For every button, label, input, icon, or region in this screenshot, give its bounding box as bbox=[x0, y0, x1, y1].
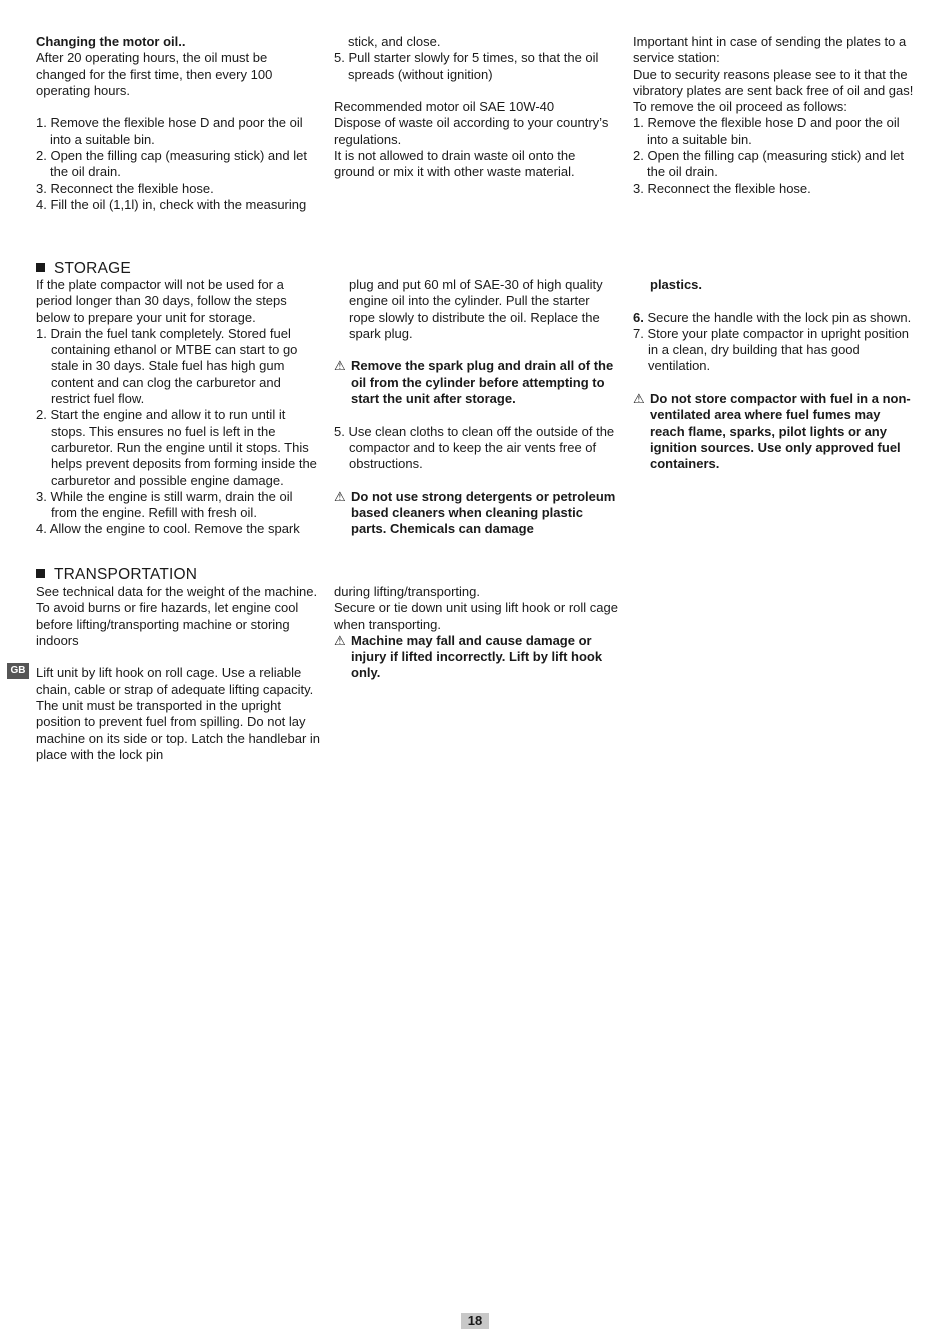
storage-warning-1-text: Remove the spark plug and drain all of the oil from the cylinder before attempting to start the unit after storage. bbox=[351, 358, 614, 407]
storage-warning-2-text: Do not use strong detergents or petroleum based cleaners when cleaning plastic parts. Chemicals can damage bbox=[351, 488, 616, 537]
oil-step-5: 5. Pull starter slowly for 5 times, so that the oil spreads (without ignition) bbox=[334, 50, 599, 82]
oil-remove-step-3: 3. Reconnect the flexible hose. bbox=[633, 180, 811, 196]
transport-warning-text: Machine may fall and cause damage or injury if lifted incorrectly. Lift by lift hook only. bbox=[351, 632, 603, 681]
transport-column-1 bbox=[36, 584, 320, 763]
storage-step-7: 7. Store your plate compactor in upright position in a clean, dry building that has good ventilation. bbox=[633, 325, 910, 374]
transport-warning bbox=[334, 633, 618, 682]
storage-warning-1 bbox=[334, 358, 618, 407]
warning-triangle-icon: ⚠ bbox=[633, 391, 645, 407]
oil-step-3: 3. Reconnect the flexible hose. bbox=[36, 180, 214, 196]
warning-triangle-icon: ⚠ bbox=[334, 632, 346, 648]
language-badge: GB bbox=[7, 663, 29, 679]
storage-warning-2 bbox=[334, 489, 618, 538]
storage-step-3: 3. While the engine is still warm, drain the oil from the engine. Refill with fresh oil. bbox=[36, 488, 293, 521]
storage-warning-3-text: Do not store compactor with fuel in a non-ventilated area where fuel fumes may reach flame, sparks, pilot lights or any ignition sources. Use only approved fuel containers. bbox=[650, 391, 911, 472]
warning-triangle-icon: ⚠ bbox=[334, 358, 346, 374]
oil-column-1 bbox=[36, 34, 320, 213]
oil-recommended: Recommended motor oil SAE 10W-40 bbox=[334, 99, 555, 115]
storage-step-2: 2. Start the engine and allow it to run until it stops. This ensures no fuel is left in the carburetor. Run the engine until it stops. This helps prevent deposits from forming inside the carburetor and possible engine damage. bbox=[36, 407, 317, 488]
storage-step-4: 4. Allow the engine to cool. Remove the spark bbox=[36, 521, 300, 537]
warning-triangle-icon: ⚠ bbox=[334, 488, 346, 504]
oil-intro: After 20 operating hours, the oil must be changed for the first time, then every 100 operating hours. bbox=[36, 50, 273, 98]
transport-column-2 bbox=[334, 584, 618, 682]
storage-warning-2-cont: plastics. bbox=[650, 277, 703, 292]
storage-warning-3 bbox=[633, 391, 917, 472]
bullet-square-icon bbox=[36, 569, 45, 578]
storage-step-4-cont: plug and put 60 ml of SAE-30 of high quality engine oil into the cylinder. Pull the starter rope slowly to distribute the oil. Replace the spark plug. bbox=[349, 277, 603, 341]
oil-column-2 bbox=[334, 34, 618, 181]
storage-step-6 bbox=[633, 310, 917, 326]
oil-remove-step-1: 1. Remove the flexible hose D and poor the oil into a suitable bin. bbox=[633, 115, 900, 147]
storage-column-2 bbox=[334, 277, 618, 538]
storage-step-6-text: Secure the handle with the lock pin as shown. bbox=[647, 309, 912, 325]
oil-step-1: 1. Remove the flexible hose D and poor the oil into a suitable bin. bbox=[36, 115, 303, 147]
transport-heading-text: TRANSPORTATION bbox=[54, 566, 198, 583]
storage-heading bbox=[36, 260, 320, 278]
storage-column-1 bbox=[36, 277, 320, 538]
transport-paragraph-2-cont: during lifting/transporting. bbox=[334, 584, 480, 599]
storage-step-1: 1. Drain the fuel tank completely. Stored fuel containing ethanol or MTBE can start to go stale in 30 days. Stale fuel has high gum content and can clog the carburetor and restrict fuel flow. bbox=[36, 325, 298, 407]
oil-hint-title: Important hint in case of sending the plates to a service station: bbox=[633, 34, 907, 66]
oil-dispose: Dispose of waste oil according to your country’s regulations. bbox=[334, 115, 609, 147]
storage-heading-text: STORAGE bbox=[54, 260, 131, 277]
page-number: 18 bbox=[461, 1313, 489, 1329]
oil-section-title: Changing the motor oil.. bbox=[36, 34, 186, 49]
storage-step-6-num: 6. bbox=[633, 309, 644, 325]
transport-paragraph-3: Secure or tie down unit using lift hook or roll cage when transporting. bbox=[334, 600, 618, 632]
oil-remove-step-2: 2. Open the filling cap (measuring stick) and let the oil drain. bbox=[633, 148, 904, 180]
oil-step-4: 4. Fill the oil (1,1l) in, check with the measuring bbox=[36, 196, 307, 212]
oil-step-4-cont: stick, and close. bbox=[348, 34, 441, 49]
oil-step-2: 2. Open the filling cap (measuring stick) and let the oil drain. bbox=[36, 148, 307, 180]
storage-column-3 bbox=[633, 277, 917, 473]
oil-not-allowed: It is not allowed to drain waste oil onto the ground or mix it with other waste material. bbox=[334, 148, 576, 180]
oil-hint-text: Due to security reasons please see to it that the vibratory plates are sent back free of oil and gas! bbox=[633, 66, 914, 98]
transport-paragraph-2: Lift unit by lift hook on roll cage. Use a reliable chain, cable or strap of adequate lifting capacity. The unit must be transported in the upright position to prevent fuel from spilling. Do not lay machine on its side or top. Latch the handlebar in place with the lock pin bbox=[36, 665, 321, 762]
bullet-square-icon bbox=[36, 263, 45, 272]
storage-step-5: 5. Use clean cloths to clean off the outside of the compactor and to keep the air vents free of obstructions. bbox=[334, 423, 615, 472]
transport-paragraph-1: See technical data for the weight of the machine. To avoid burns or fire hazards, let engine cool before lifting/transporting machine or storing indoors bbox=[36, 584, 318, 648]
oil-column-3 bbox=[633, 34, 917, 197]
storage-intro: If the plate compactor will not be used for a period longer than 30 days, follow the steps below to prepare your unit for storage. bbox=[36, 277, 287, 325]
transport-heading bbox=[36, 566, 320, 584]
oil-remove-intro: To remove the oil proceed as follows: bbox=[633, 99, 847, 115]
